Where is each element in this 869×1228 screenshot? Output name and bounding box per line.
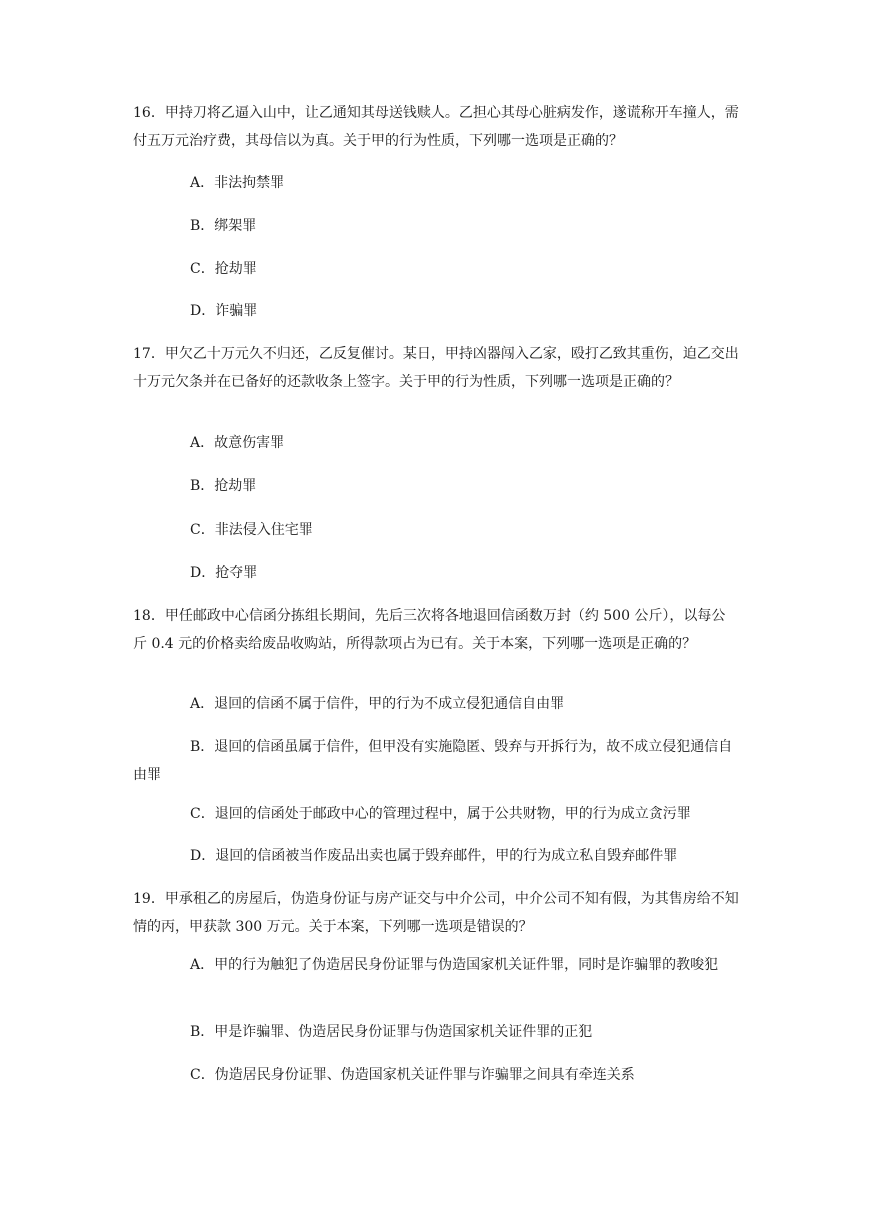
question-16-option-b: B．绑架罪 xyxy=(190,218,257,234)
question-16-option-a: A．非法拘禁罪 xyxy=(190,175,285,191)
question-18-option-b: B．退回的信函虽属于信件，但甲没有实施隐匿、毁弃与开拆行为，故不成立侵犯通信自由罪 xyxy=(133,739,733,783)
question-18-option-c: C．退回的信函处于邮政中心的管理过程中，属于公共财物，甲的行为成立贪污罪 xyxy=(190,806,691,822)
question-16-option-c: C．抢劫罪 xyxy=(190,261,257,277)
question-19-option-b: B．甲是诈骗罪、伪造居民身份证罪与伪造国家机关证件罪的正犯 xyxy=(190,1024,593,1040)
question-19-stem: 19．甲承租乙的房屋后，伪造身份证与房产证交与中介公司，中介公司不知有假，为其售房给不知情的丙，甲获款 300 万元。关于本案，下列哪一选项是错误的？ xyxy=(133,891,739,935)
question-17-option-b: B．抢劫罪 xyxy=(190,478,257,494)
question-17-option-c: C．非法侵入住宅罪 xyxy=(190,522,313,538)
question-18-stem: 18．甲任邮政中心信函分拣组长期间，先后三次将各地退回信函数万封（约 500 公斤），以每公斤 0.4 元的价格卖给废品收购站，所得款项占为已有。关于本案，下列哪一选项是正确的？ xyxy=(133,608,726,652)
question-18-option-a: A．退回的信函不属于信件，甲的行为不成立侵犯通信自由罪 xyxy=(190,696,565,712)
question-17-stem: 17．甲欠乙十万元久不归还，乙反复催讨。某日，甲持凶器闯入乙家，殴打乙致其重伤，迫乙交出十万元欠条并在已备好的还款收条上签字。关于甲的行为性质，下列哪一选项是正确的？ xyxy=(133,346,739,390)
question-16-stem: 16．甲持刀将乙逼入山中，让乙通知其母送钱赎人。乙担心其母心脏病发作，遂谎称开车撞人，需付五万元治疗费，其母信以为真。关于甲的行为性质，下列哪一选项是正确的？ xyxy=(133,105,739,149)
question-16-option-d: D．诈骗罪 xyxy=(190,303,258,319)
question-19-option-a: A．甲的行为触犯了伪造居民身份证罪与伪造国家机关证件罪，同时是诈骗罪的教唆犯 xyxy=(190,957,719,973)
question-18-option-d: D．退回的信函被当作废品出卖也属于毁弃邮件，甲的行为成立私自毁弃邮件罪 xyxy=(190,848,678,864)
question-19-option-c: C．伪造居民身份证罪、伪造国家机关证件罪与诈骗罪之间具有牵连关系 xyxy=(190,1067,635,1083)
question-17-option-a: A．故意伤害罪 xyxy=(190,435,285,451)
question-17-option-d: D．抢夺罪 xyxy=(190,565,258,581)
